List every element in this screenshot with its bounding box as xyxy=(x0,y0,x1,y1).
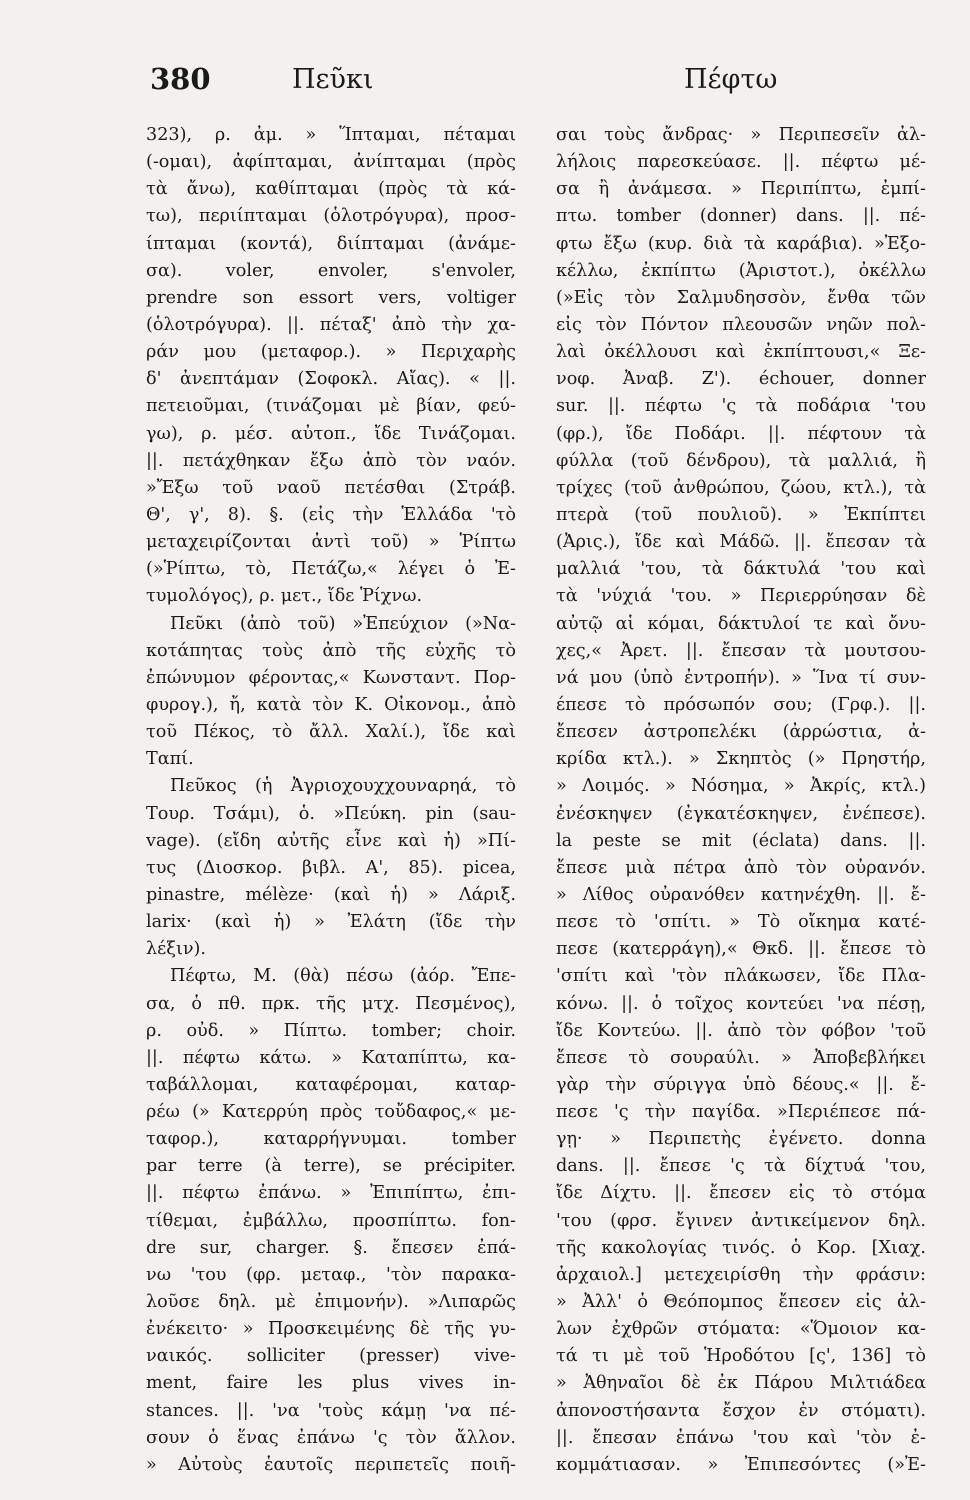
text-line: ἔπεσε μιὰ πέτρα ἀπὸ τὸν οὐρανόν. xyxy=(556,857,926,878)
text-line: ||. πετάχθηκαν ἔξω ἀπὸ τὸν ναόν. xyxy=(146,450,516,471)
left-column xyxy=(146,122,516,1479)
text-line: ἔπεσεν ἀστροπελέκι (ἀρρώστια, ἀ- xyxy=(556,722,926,743)
text-line: (»Ῥίπτω, τὸ, Πετάζω,« λέγει ὁ Ἐ- xyxy=(146,559,516,580)
text-line: ἐπώνυμον φέροντας,« Κωνσταντ. Πορ- xyxy=(146,667,516,688)
text-line: κοτάπητας τοὺς ἀπὸ τῆς εὐχῆς τὸ xyxy=(146,640,516,661)
page-header xyxy=(0,62,970,102)
text-line: νά μου (ὑπὸ ἐντροπήν). » Ἵνα τί συν- xyxy=(556,667,926,688)
text-line: κόνω. ||. ὁ τοῖχος κοντεύει 'να πέσῃ, xyxy=(556,993,926,1014)
text-line: » Λίθος οὐρανόθεν κατηνέχθη. ||. ἔ- xyxy=(556,884,926,905)
text-line: dans. ||. ἔπεσε 'ς τὰ δίχτυά 'του, xyxy=(556,1156,926,1177)
text-line: τῆς κακολογίας τινός. ὁ Κορ. [Χιαχ. xyxy=(556,1237,926,1258)
text-line: ἴδε Κοντεύω. ||. ἀπὸ τὸν φόβον 'τοῦ xyxy=(556,1020,926,1041)
text-line: φτω ἔξω (κυρ. διὰ τὰ καράβια). »Ἐξο- xyxy=(556,233,926,254)
text-line: ρέω (» Κατερρύη πρὸς τοὔδαφος,« με- xyxy=(146,1102,516,1123)
text-line: (-ομαι), ἀφίπταμαι, ἀνίπταμαι (πρὸς xyxy=(146,152,516,173)
text-line: δ' ἀνεπτάμαν (Σοφοκλ. Αἴας). « ||. xyxy=(146,369,516,390)
text-line: λων ἐχθρῶν στόματα: «Ὅμοιον κα- xyxy=(556,1319,926,1340)
text-line: γω), ρ. μέσ. αὐτοπ., ἴδε Τινάζομαι. xyxy=(146,423,516,444)
text-line: έπεσε τὸ πρόσωπόν σου; (Γρφ.). ||. xyxy=(556,694,926,715)
text-line: κέλλω, ἐκπίπτω (Ἀριστοτ.), ὀκέλλω xyxy=(556,260,926,281)
text-line: λαὶ ὀκέλλουσι καὶ ἐκπίπτουσι,« Ξε- xyxy=(556,342,926,363)
text-line: 323), ρ. ἀμ. » Ἵπταμαι, πέταμαι xyxy=(146,125,516,145)
text-line: » Ἀλλ' ὁ Θεόπομπος ἔπεσεν εἰς ἀλ- xyxy=(556,1292,926,1313)
text-line: ρ. οὐδ. » Πίπτω. tomber; choir. xyxy=(146,1020,516,1041)
text-line: (»Εἰς τὸν Σαλμυδησσὸν, ἔνθα τῶν xyxy=(556,287,926,308)
text-line: prendre son essort vers, voltiger xyxy=(146,287,516,308)
text-line: τυς (Διοσκορ. βιβλ. Α', 85). picea, xyxy=(146,857,516,878)
text-line: τά τι μὲ τοῦ Ἡροδότου [ς', 136] τὸ xyxy=(556,1346,926,1367)
text-line: pinastre, mélèze· (καὶ ἡ) » Λάριξ. xyxy=(146,884,516,905)
text-line: φύλλα (τοῦ δένδρου), τὰ μαλλιά, ἢ xyxy=(556,450,926,471)
text-line: Τουρ. Τσάμι), ὁ. »Πεύκη. pin (sau- xyxy=(146,803,516,824)
text-line: κομμάτιασαν. » Ἐπιπεσόντες (»Ἐ- xyxy=(556,1454,926,1475)
text-line: τυμολόγος), ρ. μετ., ἴδε Ῥίχνω. xyxy=(146,586,423,607)
text-line: ||. ἔπεσαν ἐπάνω 'του καὶ 'τὸν ἐ- xyxy=(556,1427,926,1448)
text-line: τὰ ἄνω), καθίπταμαι (πρὸς τὰ κά- xyxy=(146,179,516,200)
text-line: λήλοις παρεσκεύασε. ||. πέφτω μέ- xyxy=(556,152,926,173)
text-line: stances. ||. 'να 'τοὺς κάμῃ 'να πέ- xyxy=(146,1400,516,1421)
text-line: πεσε 'ς τὴν παγίδα. »Περιέπεσε πά- xyxy=(556,1102,926,1123)
text-line: ἴδε Δίχτυ. ||. ἔπεσεν εἰς τὸ στόμα xyxy=(556,1183,926,1204)
text-line: εἰς τὸν Πόντον πλεουσῶν νηῶν πολ- xyxy=(556,314,926,335)
text-line: μεταχειρίζονται ἀντὶ τοῦ) » Ῥίπτω xyxy=(146,532,516,553)
text-line: τρίχες (τοῦ ἀνθρώπου, ζώου, κτλ.), τὰ xyxy=(556,477,926,498)
text-line: larix· (καὶ ἡ) » Ἐλάτη (ἴδε τὴν xyxy=(146,912,516,933)
text-line: 'σπίτι καὶ 'τὸν πλάκωσεν, ἴδε Πλα- xyxy=(556,966,926,987)
text-line: Πέφτω, Μ. (θὰ) πέσω (ἀόρ. Ἔπε- xyxy=(170,966,516,987)
text-line: Πεῦκος (ἡ Ἀγριοχουχχουναρηά, τὸ xyxy=(170,776,516,797)
text-line: ἀπονοστήσαντα ἔσχον ἐν στόματι). xyxy=(556,1400,926,1421)
text-line: λοῦσε δηλ. μὲ ἐπιμονήν). »Λιπαρῶς xyxy=(146,1292,516,1313)
text-line: » Αὐτοὺς ἑαυτοῖς περιπετεῖς ποιῆ- xyxy=(146,1454,516,1475)
text-line: ἐνέκειτο· » Προσκειμένης δὲ τῆς γυ- xyxy=(146,1319,516,1340)
text-line: τὰ 'νύχιά 'του. » Περιερρύησαν δὲ xyxy=(556,586,926,607)
text-line: σα ἢ ἀνάμεσα. » Περιπίπτω, ἐμπί- xyxy=(556,179,926,200)
text-line: τίθεμαι, ἐμβάλλω, προσπίπτω. fon- xyxy=(146,1210,516,1231)
text-line: λέξιν). xyxy=(146,939,207,960)
text-line: σουν ὁ ἕνας ἐπάνω 'ς τὸν ἄλλον. xyxy=(146,1427,516,1448)
text-line: γὰρ τὴν σύριγγα ὑπὸ δέους.« ||. ἔ- xyxy=(556,1074,926,1095)
text-line: νοφ. Ἀναβ. Ζ'). échouer, donner xyxy=(556,369,926,390)
right-column xyxy=(556,122,926,1479)
text-line: Ταπί. xyxy=(146,749,194,770)
text-line: τοῦ Πέκος, τὸ ἄλλ. Χαλί.), ἴδε καὶ xyxy=(146,722,516,743)
text-line: ράν μου (μεταφορ.). » Περιχαρὴς xyxy=(146,342,516,363)
text-line: χες,« Ἀρετ. ||. ἔπεσαν τὰ μουτσου- xyxy=(556,640,926,661)
text-line: (ὁλοτρόγυρα). ||. πέταξ' ἀπὸ τὴν χα- xyxy=(146,314,516,335)
text-line: πτω. tomber (donner) dans. ||. πέ- xyxy=(556,206,926,227)
text-line: Θ', γ', 8). §. (εἰς τὴν Ἑλλάδα 'τὸ xyxy=(146,504,516,525)
text-line: ||. πέφτω κάτω. » Καταπίπτω, κα- xyxy=(146,1047,516,1068)
text-line: πεσε τὸ 'σπίτι. » Τὸ οἴκημα κατέ- xyxy=(556,912,926,933)
text-line: σα, ὁ πθ. πρκ. τῆς μτχ. Πεσμένος), xyxy=(146,993,516,1014)
text-line: πετειοῦμαι, (τινάζομαι μὲ βίαν, φεύ- xyxy=(146,396,516,417)
text-line: par terre (à terre), se précipiter. xyxy=(146,1156,516,1177)
text-line: 'του (φρσ. ἔγινεν ἀντικείμενον δηλ. xyxy=(556,1210,926,1231)
running-head-left: Πεῦκι xyxy=(292,64,374,95)
text-line: νω 'του (φρ. μεταφ., 'τὸν παρακα- xyxy=(146,1264,516,1285)
text-line: »Ἔξω τοῦ ναοῦ πετέσθαι (Στράβ. xyxy=(146,477,516,498)
text-line: ment, faire les plus vives in- xyxy=(146,1373,516,1394)
text-line: φυρογ.), ἤ, κατὰ τὸν Κ. Οἰκονομ., ἀπὸ xyxy=(146,694,516,715)
text-line: ταβάλλομαι, καταφέρομαι, καταρ- xyxy=(146,1074,516,1095)
text-line: dre sur, charger. §. ἔπεσεν ἐπά- xyxy=(146,1237,516,1258)
text-line: μαλλιά 'του, τὰ δάκτυλά 'του καὶ xyxy=(556,559,926,580)
text-line: κρίδα κτλ.). » Σκηπτὸς (» Πρηστήρ, xyxy=(556,749,926,770)
text-line: (φρ.), ἴδε Ποδάρι. ||. πέφτουν τὰ xyxy=(556,423,926,444)
text-line: ίπταμαι (κοντά), διίπταμαι (ἀνάμε- xyxy=(146,233,516,254)
text-line: » Λοιμός. » Νόσημα, » Ἀκρίς, κτλ.) xyxy=(556,776,926,797)
text-line: πεσε (κατερράγη),« Θκδ. ||. ἔπεσε τὸ xyxy=(556,939,926,960)
text-line: σαι τοὺς ἄνδρας· » Περιπεσεῖν ἀλ- xyxy=(556,125,926,145)
text-line: ||. πέφτω ἐπάνω. » Ἐπιπίπτω, ἐπι- xyxy=(146,1183,516,1204)
text-line: τω), περιίπταμαι (ὁλοτρόγυρα), προσ- xyxy=(146,206,516,227)
running-head-right: Πέφτω xyxy=(684,64,778,95)
text-line: ἐνέσκηψεν (ἐγκατέσκηψεν, ἐνέπεσε). xyxy=(556,803,926,824)
text-line: ἔπεσε τὸ σουραύλι. » Ἀποβεβλήκει xyxy=(556,1047,926,1068)
text-line: γῃ· » Περιπετὴς ἐγένετο. donna xyxy=(556,1129,926,1150)
text-line: αὐτῷ αἱ κόμαι, δάκτυλοί τε καὶ ὄνυ- xyxy=(556,613,926,634)
text-line: la peste se mit (éclata) dans. ||. xyxy=(556,830,926,851)
text-line: ἀρχαιολ.] μετεχειρίσθη τὴν φράσιν: xyxy=(556,1264,926,1285)
text-line: Πεῦκι (ἀπὸ τοῦ) »Ἐπεύχιον (»Να- xyxy=(170,613,516,634)
text-line: ναικός. solliciter (presser) vive- xyxy=(146,1346,516,1367)
text-line: σα). voler, envoler, s'envoler, xyxy=(146,260,516,281)
text-line: sur. ||. πέφτω 'ς τὰ ποδάρια 'του xyxy=(556,396,926,417)
text-line: ταφορ.), καταρρήγνυμαι. tomber xyxy=(146,1129,516,1150)
page-number: 380 xyxy=(150,62,211,96)
text-line: vage). (εἴδη αὐτῆς εἶνε καὶ ἡ) »Πί- xyxy=(146,830,516,851)
text-line: » Ἀθηναῖοι δὲ ἐκ Πάρου Μιλτιάδεα xyxy=(556,1373,926,1394)
text-line: (Ἀρις.), ἴδε καὶ Μάδῶ. ||. ἔπεσαν τὰ xyxy=(556,532,926,553)
text-line: πτερὰ (τοῦ πουλιοῦ). » Ἐκπίπτει xyxy=(556,504,926,525)
